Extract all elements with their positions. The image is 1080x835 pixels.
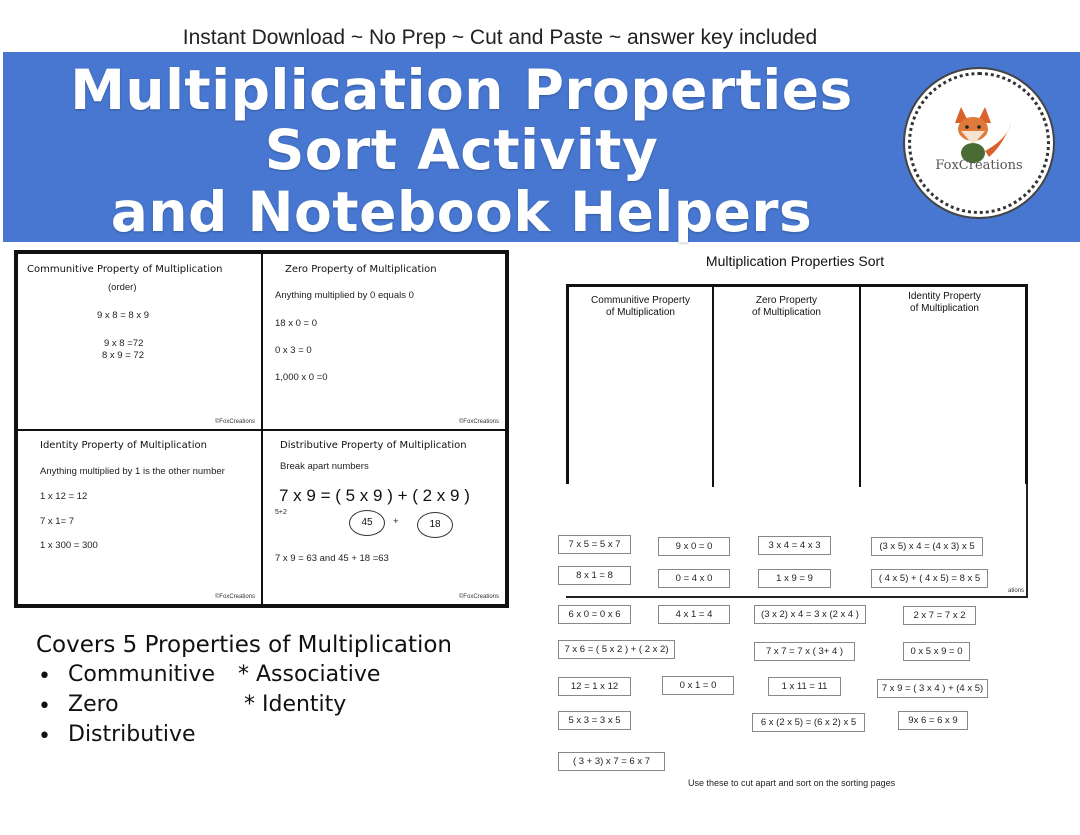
card-line: 1 x 12 = 12	[40, 491, 88, 502]
sort-piece[interactable]: 9x 6 = 6 x 9	[898, 711, 968, 730]
card-line: 1 x 300 = 300	[40, 540, 98, 551]
covers-item: * Identity	[244, 692, 347, 717]
sort-piece[interactable]: 7 x 9 = ( 3 x 4 ) + (4 x 5)	[877, 679, 988, 698]
card-title: Zero Property of Multiplication	[285, 264, 437, 275]
copyright: ©FoxCreations	[214, 419, 255, 425]
copyright: ©FoxCreations	[458, 419, 499, 425]
copyright: ©FoxCreations	[458, 594, 499, 600]
column-header: Communitive Property of Multiplication	[591, 295, 690, 318]
covers-item: Distributive	[68, 722, 196, 747]
card-line: 8 x 9 = 72	[102, 350, 144, 361]
sort-piece[interactable]: 7 x 5 = 5 x 7	[558, 535, 631, 554]
sort-title: Multiplication Properties Sort	[705, 253, 885, 269]
identity-card	[17, 430, 262, 605]
card-line: (order)	[108, 282, 137, 293]
title-line-1: Multiplication Properties	[70, 58, 853, 122]
sort-piece[interactable]: 0 x 5 x 9 = 0	[903, 642, 970, 661]
card-title: Distributive Property of Multiplication	[280, 440, 467, 451]
communitive-card	[17, 253, 262, 430]
sort-piece[interactable]: 2 x 7 = 7 x 2	[903, 606, 976, 625]
card-title: Identity Property of Multiplication	[40, 440, 207, 451]
sort-piece[interactable]: 12 = 1 x 12	[558, 677, 631, 696]
card-line: Anything multiplied by 0 equals 0	[275, 290, 414, 301]
sort-piece[interactable]: 4 x 1 = 4	[658, 605, 730, 624]
sort-piece[interactable]: ( 4 x 5) + ( 4 x 5) = 8 x 5	[871, 569, 988, 588]
bullet: •	[38, 724, 51, 749]
sort-piece[interactable]: 8 x 1 = 8	[558, 566, 631, 585]
card-line: 9 x 8 = 8 x 9	[97, 310, 150, 321]
sort-table	[566, 284, 1028, 484]
copyright: ©FoxCreations	[214, 594, 255, 600]
sort-piece[interactable]: (3 x 2) x 4 = 3 x (2 x 4 )	[754, 605, 866, 624]
sort-piece[interactable]: 0 = 4 x 0	[658, 569, 730, 588]
sort-piece[interactable]: 1 x 11 = 11	[768, 677, 841, 696]
logo-text: FoxCreations	[935, 158, 1023, 173]
column-header: Zero Property of Multiplication	[752, 295, 821, 318]
sort-piece[interactable]: ( 3 + 3) x 7 = 6 x 7	[558, 752, 665, 771]
sort-piece[interactable]: 6 x 0 = 0 x 6	[558, 605, 631, 624]
covers-item: Communitive	[68, 662, 215, 687]
card-line: 1,000 x 0 =0	[275, 372, 328, 383]
edge-text: ations	[1007, 588, 1024, 594]
sort-piece[interactable]: 7 x 6 = ( 5 x 2 ) + ( 2 x 2)	[558, 640, 675, 659]
title-line-2: Sort Activity	[264, 118, 659, 182]
card-line: 7 x 9 = 63 and 45 + 18 =63	[275, 553, 389, 564]
card-title: Communitive Property of Multiplication	[27, 264, 223, 275]
card-line: Break apart numbers	[280, 461, 369, 472]
split-note: 5+2	[275, 509, 287, 516]
notebook-cards	[14, 250, 509, 608]
sort-piece[interactable]: 0 x 1 = 0	[662, 676, 734, 695]
sort-piece[interactable]: (3 x 5) x 4 = (4 x 3) x 5	[871, 537, 983, 556]
sort-column-zero	[714, 287, 861, 487]
sort-column-identity	[861, 287, 1028, 487]
fox-icon	[911, 75, 1047, 211]
sort-piece[interactable]: 6 x (2 x 5) = (6 x 2) x 5	[752, 713, 865, 732]
sort-piece[interactable]: 3 x 4 = 4 x 3	[758, 536, 831, 555]
bullet: •	[38, 664, 51, 689]
zero-card	[262, 253, 506, 430]
distributive-equation: 7 x 9 = ( 5 x 9 ) + ( 2 x 9 )	[279, 486, 470, 505]
covers-item: * Associative	[238, 662, 381, 687]
distributive-card	[262, 430, 506, 605]
card-line: 9 x 8 =72	[104, 338, 144, 349]
bullet: •	[38, 694, 51, 719]
title-line-3: and Notebook Helpers	[110, 180, 813, 244]
sort-piece[interactable]: 5 x 3 = 3 x 5	[558, 711, 631, 730]
covers-heading: Covers 5 Properties of Multiplication	[36, 632, 453, 658]
card-line: 18 x 0 = 0	[275, 318, 317, 329]
tagline: Instant Download ~ No Prep ~ Cut and Paste ~ answer key included	[182, 26, 818, 49]
card-line: 0 x 3 = 0	[275, 345, 312, 356]
covers-item: Zero	[68, 692, 119, 717]
card-line: 7 x 1= 7	[40, 516, 75, 527]
sort-footnote: Use these to cut apart and sort on the sorting pages	[688, 778, 896, 788]
foxcreations-logo	[908, 72, 1050, 214]
plus-sign: +	[393, 516, 399, 527]
column-header: Identity Property of Multiplication	[908, 291, 981, 314]
oval-value: 45	[349, 510, 385, 536]
oval-value: 18	[417, 512, 453, 538]
card-line: Anything multiplied by 1 is the other number	[40, 466, 225, 477]
sort-piece[interactable]: 1 x 9 = 9	[758, 569, 831, 588]
sort-piece[interactable]: 9 x 0 = 0	[658, 537, 730, 556]
sort-column-communitive	[569, 287, 714, 487]
sort-piece[interactable]: 7 x 7 = 7 x ( 3+ 4 )	[754, 642, 855, 661]
